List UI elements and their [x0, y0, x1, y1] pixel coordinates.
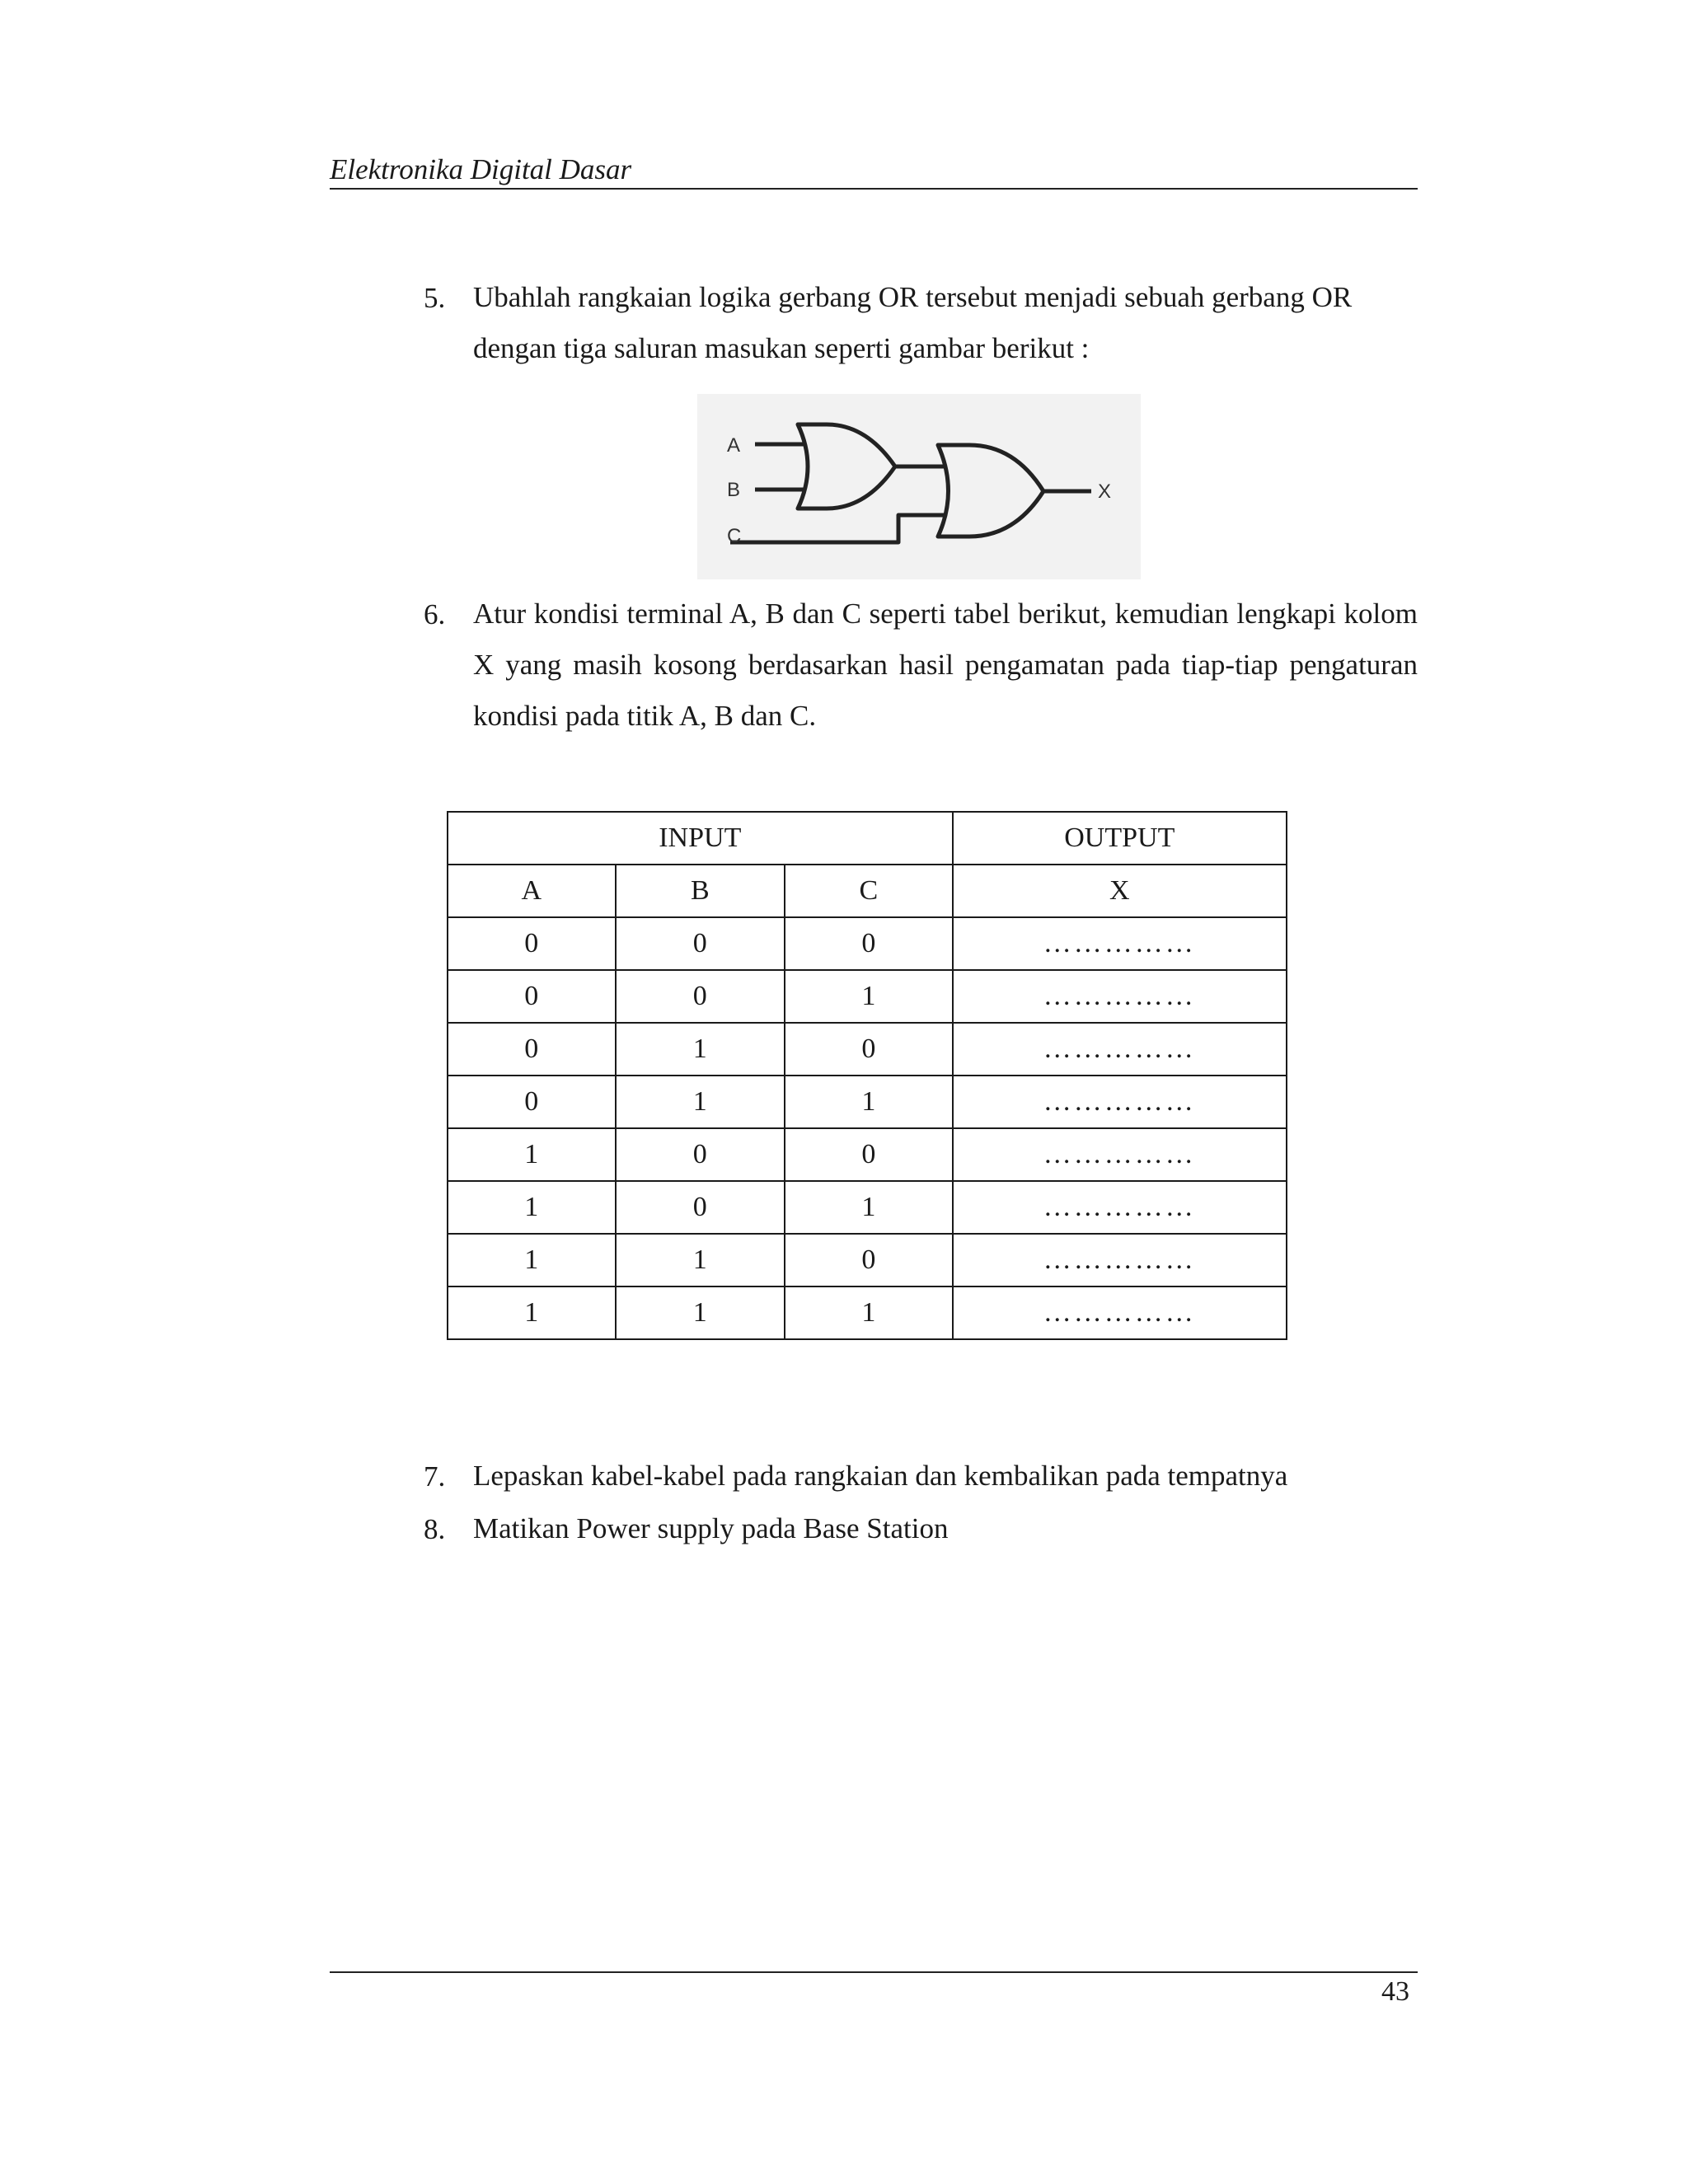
header-divider — [330, 188, 1418, 190]
step-text: Lepaskan kabel-kabel pada rangkaian dan kembalikan pada tempatnya — [473, 1460, 1288, 1492]
table-row — [448, 1023, 1287, 1076]
cell-a: 1 — [448, 1128, 616, 1181]
cell-b: 0 — [616, 970, 785, 1023]
cell-x-blank: …………… — [953, 970, 1287, 1023]
cell-b: 1 — [616, 1234, 785, 1286]
cell-b: 1 — [616, 1023, 785, 1076]
header-output: OUTPUT — [953, 812, 1287, 865]
or-gate-diagram — [697, 394, 1141, 579]
cell-a: 0 — [448, 1076, 616, 1128]
running-header: Elektronika Digital Dasar — [330, 153, 632, 185]
cell-x-blank: …………… — [953, 917, 1287, 970]
page-number: 43 — [1381, 1976, 1409, 2007]
step-number: 8. — [424, 1513, 446, 1545]
table-column-header-row — [448, 865, 1287, 917]
cell-c: 0 — [785, 917, 953, 970]
cell-x-blank: …………… — [953, 1076, 1287, 1128]
cell-c: 1 — [785, 970, 953, 1023]
step-number: 5. — [424, 282, 446, 314]
column-header: A — [448, 865, 616, 917]
cell-c: 1 — [785, 1181, 953, 1234]
cell-a: 1 — [448, 1181, 616, 1234]
table-row — [448, 1128, 1287, 1181]
cell-c: 0 — [785, 1234, 953, 1286]
label-x: X — [1098, 480, 1112, 503]
cell-a: 0 — [448, 917, 616, 970]
label-a: A — [727, 434, 741, 457]
step-text: Atur kondisi terminal A, B dan C seperti tabel berikut, kemudian lengkapi kolom X yang masih kosong berdasarkan hasil pengamatan pada tiap-tiap pengaturan kondisi pada titik A, B dan C. — [473, 598, 1418, 732]
column-header: C — [785, 865, 953, 917]
cell-x-blank: …………… — [953, 1286, 1287, 1339]
diagram-background — [697, 394, 1141, 579]
cell-c: 1 — [785, 1286, 953, 1339]
cell-c: 1 — [785, 1076, 953, 1128]
step-number: 6. — [424, 598, 446, 630]
table-row — [448, 970, 1287, 1023]
cell-x-blank: …………… — [953, 1234, 1287, 1286]
cell-a: 1 — [448, 1234, 616, 1286]
truth-table — [447, 811, 1287, 1340]
step-text: Ubahlah rangkaian logika gerbang OR tersebut menjadi sebuah gerbang OR dengan tiga saluran masukan seperti gambar berikut : — [473, 281, 1353, 364]
table-row — [448, 917, 1287, 970]
footer-divider — [330, 1971, 1418, 1973]
label-c: C — [727, 525, 742, 547]
cell-b: 0 — [616, 1181, 785, 1234]
cell-a: 1 — [448, 1286, 616, 1339]
header-input: INPUT — [448, 812, 953, 865]
cell-a: 0 — [448, 970, 616, 1023]
cell-x-blank: …………… — [953, 1023, 1287, 1076]
cell-b: 0 — [616, 1128, 785, 1181]
column-header: B — [616, 865, 785, 917]
label-b: B — [727, 479, 741, 501]
cell-c: 0 — [785, 1128, 953, 1181]
step-number: 7. — [424, 1460, 446, 1493]
table-row — [448, 1286, 1287, 1339]
cell-b: 1 — [616, 1076, 785, 1128]
cell-b: 1 — [616, 1286, 785, 1339]
table-group-header-row — [448, 812, 1287, 865]
column-header: X — [953, 865, 1287, 917]
cell-x-blank: …………… — [953, 1181, 1287, 1234]
table-row — [448, 1076, 1287, 1128]
step-text: Matikan Power supply pada Base Station — [473, 1512, 949, 1544]
cell-c: 0 — [785, 1023, 953, 1076]
cell-x-blank: …………… — [953, 1128, 1287, 1181]
cell-a: 0 — [448, 1023, 616, 1076]
table-row — [448, 1181, 1287, 1234]
cell-b: 0 — [616, 917, 785, 970]
table-row — [448, 1234, 1287, 1286]
